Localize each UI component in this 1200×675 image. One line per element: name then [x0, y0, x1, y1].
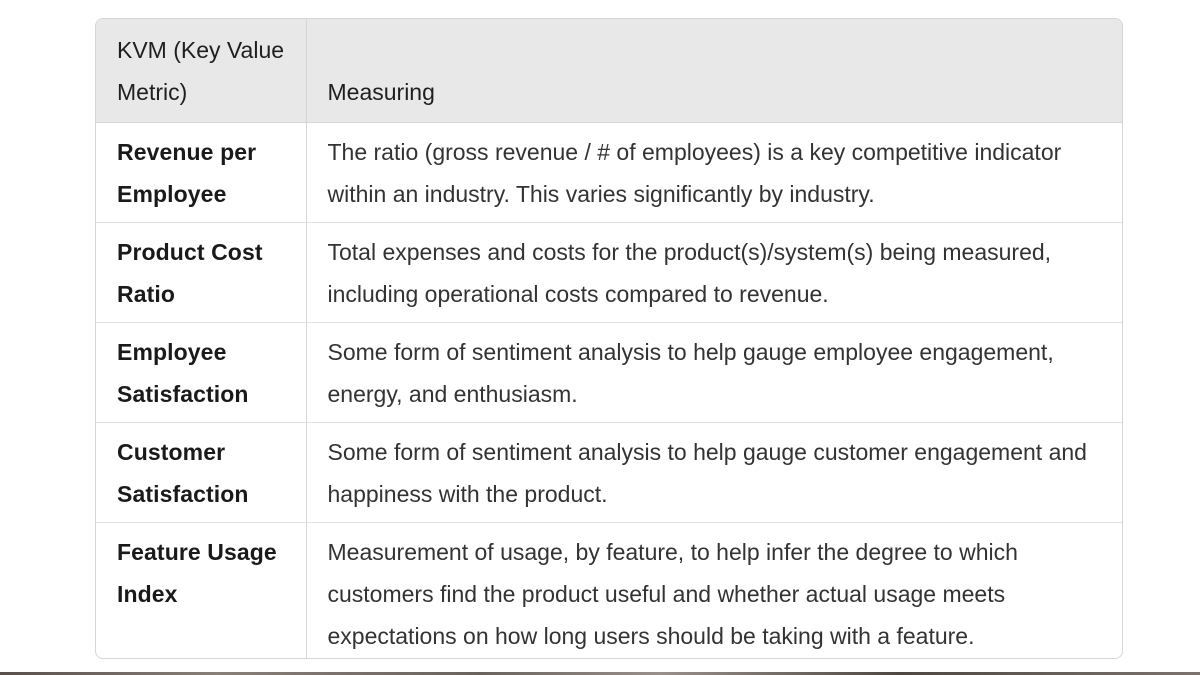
- metric-name: Product Cost Ratio: [96, 223, 306, 323]
- kvm-table-container: [95, 18, 1123, 659]
- metric-name: Feature Usage Index: [96, 523, 306, 660]
- metric-name: Customer Satisfaction: [96, 423, 306, 523]
- metric-name: Revenue per Employee: [96, 123, 306, 223]
- table-row: [96, 223, 1122, 323]
- metric-description: The ratio (gross revenue / # of employees) is a key competitive indicator within an industry. This varies significantly by industry.: [327, 139, 1062, 207]
- metric-description: Total expenses and costs for the product(s)/system(s) being measured, including operational costs compared to revenue.: [306, 223, 1122, 323]
- table-row: [96, 423, 1122, 523]
- metric-name: Employee Satisfaction: [96, 323, 306, 423]
- table-header-row: [96, 19, 1122, 123]
- metric-description: Measurement of usage, by feature, to help infer the degree to which customers find the product useful and whether actual usage meets expectations on how long users should be taking with a feature.: [306, 523, 1122, 660]
- column-header-measuring: Measuring: [306, 19, 1122, 123]
- table-row: [96, 323, 1122, 423]
- kvm-table: [96, 19, 1122, 659]
- table-row: [96, 123, 1122, 223]
- metric-description: Some form of sentiment analysis to help gauge customer engagement and happiness with the product.: [306, 423, 1122, 523]
- column-header-kvm: KVM (Key Value Metric): [96, 19, 306, 123]
- table-row: [96, 523, 1122, 660]
- metric-description: Some form of sentiment analysis to help gauge employee engagement, energy, and enthusiasm.: [306, 323, 1122, 423]
